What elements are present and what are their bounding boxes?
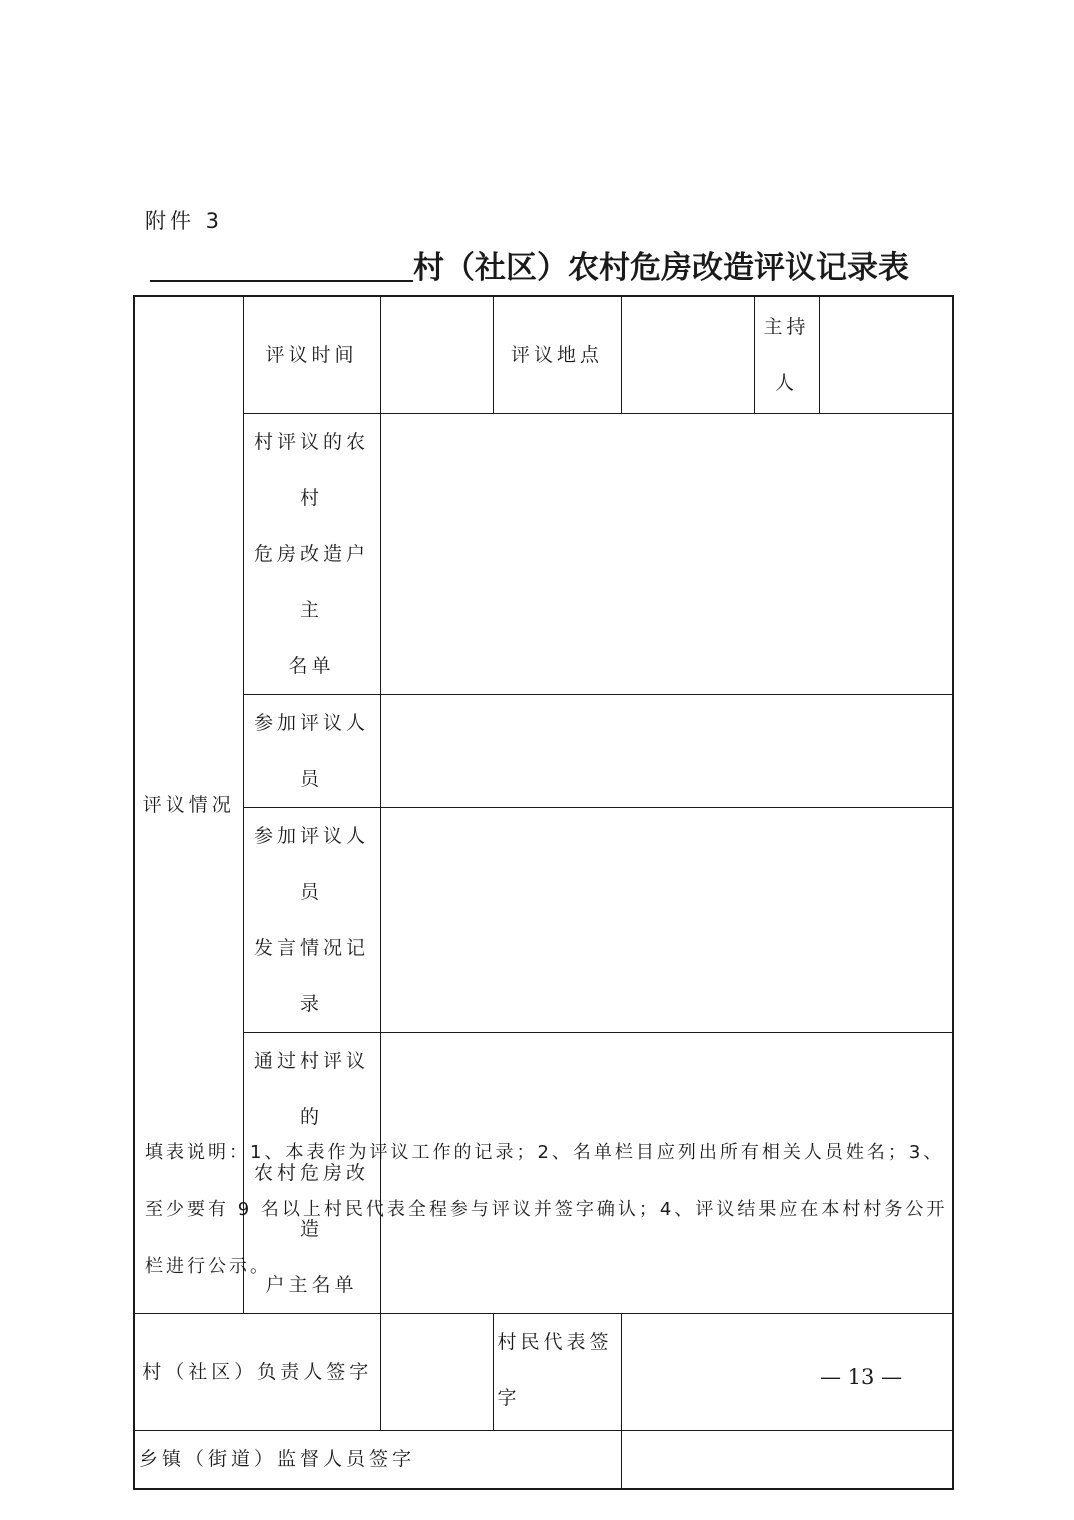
host-field[interactable] — [819, 296, 953, 413]
rep-sign-field[interactable] — [621, 1313, 953, 1430]
speech-field[interactable] — [380, 807, 953, 1032]
speech-label — [243, 807, 380, 1032]
rep-sign-label-line2: 字 — [497, 1386, 521, 1409]
village-sign-field[interactable] — [380, 1313, 493, 1430]
attachment-label: 附件 3 — [145, 209, 224, 233]
place-label: 评议地点 — [493, 296, 621, 413]
village-sign-label: 村（社区）负责人签字 — [134, 1313, 380, 1430]
rep-sign-label-line1: 村民代表签 — [497, 1330, 613, 1353]
place-field[interactable] — [621, 296, 754, 413]
title-text: 村（社区）农村危房改造评议记录表 — [413, 250, 909, 286]
list-label-line3: 名单 — [288, 654, 335, 677]
rep-sign-label — [493, 1313, 621, 1430]
page-number: — 13 — — [820, 1365, 903, 1389]
approved-label-line2: 农村危房改造 — [253, 1161, 369, 1240]
host-label — [754, 296, 819, 413]
time-label: 评议时间 — [243, 296, 380, 413]
host-label-line2: 人 — [774, 371, 798, 394]
town-sign-field[interactable] — [621, 1430, 953, 1489]
town-sign-label: 乡镇（街道）监督人员签字 — [134, 1430, 621, 1489]
participants-field[interactable] — [380, 694, 953, 807]
list-label-line1: 村评议的农村 — [253, 430, 369, 509]
participants-label: 参加评议人员 — [243, 694, 380, 807]
form-title — [150, 240, 950, 288]
host-label-line1: 主持 — [763, 315, 810, 338]
approved-label-line1: 通过村评议的 — [253, 1049, 369, 1128]
list-field[interactable] — [380, 413, 953, 694]
fill-instructions: 填表说明：1、本表作为评议工作的记录；2、名单栏目应列出所有相关人员姓名；3、至少要有 9 名以上村民代表全程参与评议并签字确认；4、评议结果应在本村村务公开栏进行公示。 — [145, 1142, 948, 1277]
approved-label-line3: 户主名单 — [265, 1273, 358, 1296]
time-field[interactable] — [380, 296, 493, 413]
title-blank-line — [150, 280, 413, 282]
review-record-table — [133, 295, 954, 1490]
speech-label-line1: 参加评议人员 — [253, 824, 369, 903]
section-label: 评议情况 — [134, 296, 243, 1313]
list-label-line2: 危房改造户主 — [253, 542, 369, 621]
list-label — [243, 413, 380, 694]
speech-label-line2: 发言情况记录 — [253, 936, 369, 1015]
